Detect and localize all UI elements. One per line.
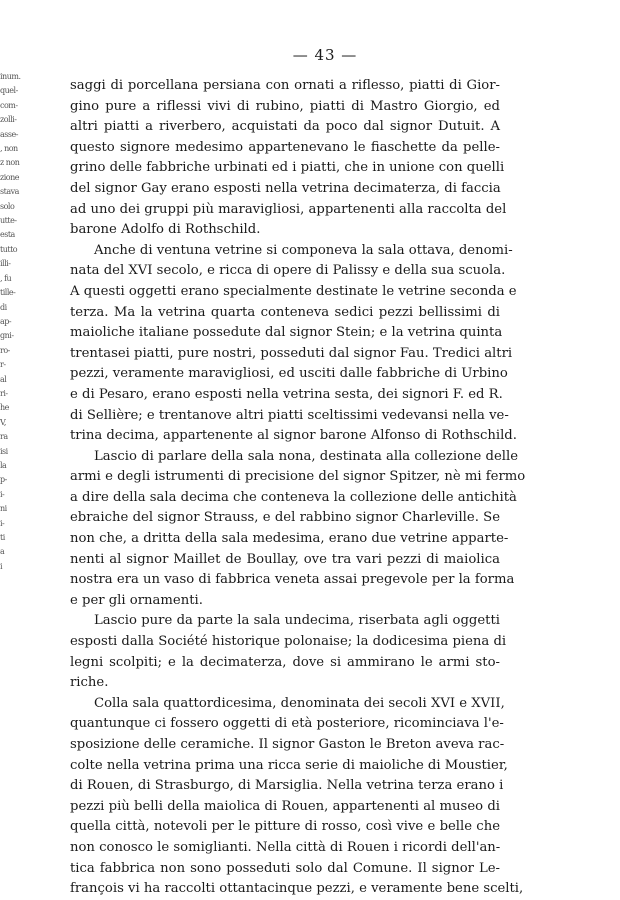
text-line: Lascio di parlare della sala nona, destinata alla collezione delle <box>94 448 519 464</box>
margin-fragment: isi <box>0 446 8 456</box>
text-line: altri piatti a riverbero, acquistati da poco dal signor Dutuit. A <box>70 119 500 135</box>
margin-fragment: ra <box>0 432 8 442</box>
text-line: questo signore medesimo appartenevano le fiaschette da pelle- <box>70 139 500 155</box>
text-line: del signor Gay erano esposti nella vetrina decimaterza, di faccia <box>70 180 501 196</box>
margin-fragment: i- <box>0 518 5 528</box>
text-line: nenti al signor Maillet de Boullay, ove tra vari pezzi di maiolica <box>70 551 500 567</box>
margin-fragment: tille- <box>0 288 16 298</box>
text-line: pezzi, veramente maravigliosi, ed usciti dalle fabbriche di Urbino <box>70 366 508 382</box>
margin-fragment: ni <box>0 504 7 514</box>
text-line: ebraiche del signor Strauss, e del rabbino signor Charleville. Se <box>70 510 500 526</box>
text-line: di Sellière; e trentanove altri piatti sceltissimi vedevansi nella ve- <box>70 407 509 423</box>
text-line: e per gli ornamenti. <box>70 592 203 608</box>
text-line: trentasei piatti, pure nostri, posseduti dal signor Fau. Tredici altri <box>70 345 513 361</box>
text-line: Colla sala quattordicesima, denominata dei secoli XVI e XVII, <box>94 695 505 711</box>
text-line: gino pure a riflessi vivi di rubino, piatti di Mastro Giorgio, ed <box>70 98 500 114</box>
text-line: A questi oggetti erano specialmente destinate le vetrine seconda e <box>70 283 517 299</box>
margin-fragment: zione <box>0 172 19 182</box>
margin-fragment: r- <box>0 360 6 370</box>
text-line: di Rouen, di Strasburgo, di Marsiglia. Nella vetrina terza erano i <box>70 778 504 794</box>
margin-fragment: ap- <box>0 316 12 326</box>
margin-fragment: di <box>0 302 7 312</box>
margin-fragment: i- <box>0 489 5 499</box>
text-line: sposizione delle ceramiche. Il signor Gaston le Breton aveva rac- <box>70 737 505 752</box>
text-line: nostra era un vaso di fabbrica veneta assai pregevole per la forma <box>70 572 515 588</box>
text-line: maioliche italiane possedute dal signor Stein; e la vetrina quinta <box>70 325 503 341</box>
margin-fragment: zolli- <box>0 115 17 125</box>
text-line: tica fabbrica non sono posseduti solo dal Comune. Il signor Le- <box>70 860 500 876</box>
margin-fragment: illi- <box>0 259 11 269</box>
margin-fragments <box>0 70 26 870</box>
margin-fragment: z non <box>0 158 20 168</box>
text-line: trina decima, appartenente al signor barone Alfonso di Rothschild. <box>70 428 517 444</box>
margin-fragment: , non <box>0 144 18 154</box>
margin-fragment: stava <box>0 187 19 197</box>
margin-fragment: al <box>0 374 7 384</box>
text-line: quantunque ci fossero oggetti di età posteriore, ricominciava l'e- <box>70 716 504 732</box>
margin-fragment: a <box>0 547 5 557</box>
margin-fragment: V, <box>0 417 6 427</box>
margin-fragment: ri- <box>0 388 8 398</box>
text-line: e di Pesaro, erano esposti nella vetrina sesta, dei signori F. ed R. <box>70 386 503 402</box>
text-line: terza. Ma la vetrina quarta conteneva sedici pezzi bellissimi di <box>70 304 500 320</box>
text-line: quella città, notevoli per le pitture di rosso, così vive e belle che <box>70 819 500 835</box>
text-line: pezzi più belli della maiolica di Rouen, appartenenti al museo di <box>70 798 500 814</box>
margin-fragment: inum. <box>0 72 21 81</box>
text-line: ad uno dei gruppi più maravigliosi, appartenenti alla raccolta del <box>70 201 507 217</box>
margin-fragment: ti <box>0 533 5 542</box>
text-line: Lascio pure da parte la sala undecima, riserbata agli oggetti <box>94 613 500 629</box>
margin-fragment: com- <box>0 100 18 110</box>
margin-fragment: , fu <box>0 273 12 283</box>
text-line: non che, a dritta della sala medesima, erano due vetrine apparte- <box>70 531 509 547</box>
text-line: colte nella vetrina prima una ricca serie di maioliche di Moustier, <box>70 757 508 773</box>
text-line: esposti dalla Société historique polonaise; la dodicesima piena di <box>70 634 507 650</box>
margin-fragment: ro- <box>0 345 10 355</box>
text-line: grino delle fabbriche urbinati ed i piatti, che in unione con quelli <box>70 160 505 176</box>
text-line: riche. <box>70 675 109 691</box>
margin-fragment: tutto <box>0 244 18 254</box>
text-line: barone Adolfo di Rothschild. <box>70 222 261 238</box>
margin-fragment: esta <box>0 230 15 240</box>
text-line: a dire della sala decima che conteneva la collezione delle antichità <box>70 489 517 505</box>
text-line: armi e degli istrumenti di precisione del signor Spitzer, nè mi fermo <box>70 469 526 485</box>
page-number: — 43 — <box>292 46 358 64</box>
margin-fragment: quel- <box>0 86 18 96</box>
margin-fragment: p- <box>0 475 7 485</box>
margin-fragment: la <box>0 460 7 470</box>
text-line: saggi di porcellana persiana con ornati a riflesso, piatti di Gior- <box>70 78 500 93</box>
text-line: Anche di ventuna vetrine si componeva la sala ottava, denomi- <box>94 242 513 258</box>
text-line: nata del XVI secolo, e ricca di opere di Palissy e della sua scuola. <box>70 263 506 279</box>
body-text <box>70 76 526 900</box>
text-line: françois vi ha raccolti ottantacinque pezzi, e veramente bene scelti, <box>70 881 524 897</box>
text-line: legni scolpiti; e la decimaterza, dove si ammirano le armi sto- <box>70 654 500 670</box>
margin-fragment: he <box>0 403 9 413</box>
text-line: non conosco le somiglianti. Nella città di Rouen i ricordi dell'an- <box>70 839 501 855</box>
margin-fragment: i <box>0 561 3 571</box>
margin-fragment: solo <box>0 201 15 211</box>
margin-fragment: asse- <box>0 129 18 139</box>
margin-fragment: gni- <box>0 331 14 341</box>
margin-fragment: utte- <box>0 216 17 226</box>
